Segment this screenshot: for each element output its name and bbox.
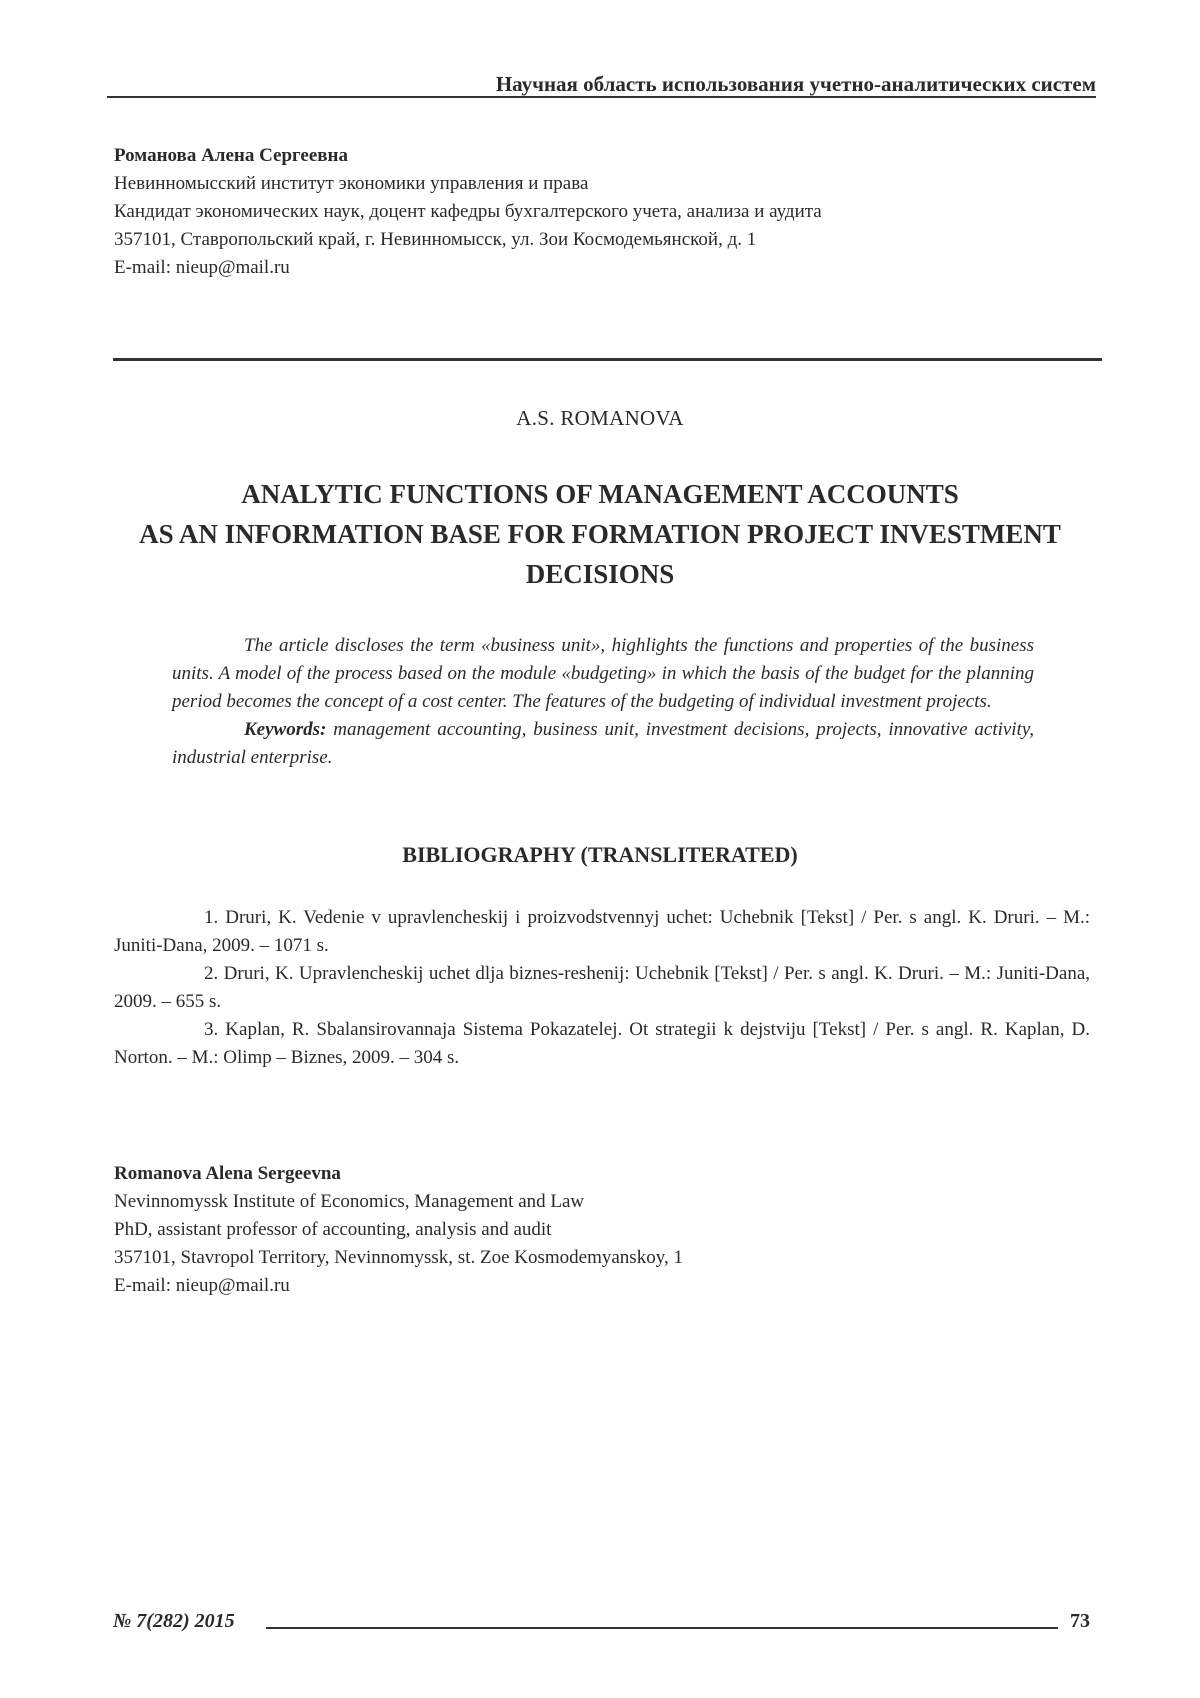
author-address-en: 357101, Stavropol Territory, Nevinnomyssk, st. Zoe Kosmodemyanskoy, 1: [114, 1247, 683, 1268]
author-position-en: PhD, assistant professor of accounting, analysis and audit: [114, 1219, 552, 1240]
author-address-ru: 357101, Ставропольский край, г. Невинномысск, ул. Зои Космодемьянской, д. 1: [114, 229, 757, 250]
page-number: 73: [1070, 1610, 1090, 1632]
article-byline: A.S. ROMANOVA: [516, 406, 684, 430]
author-email-ru: E-mail: nieup@mail.ru: [114, 257, 290, 278]
bibliography-heading: BIBLIOGRAPHY (TRANSLITERATED): [402, 842, 798, 867]
author-position-ru: Кандидат экономических наук, доцент кафедры бухгалтерского учета, анализа и аудита: [114, 201, 822, 222]
author-name-ru: Романова Алена Сергеевна: [114, 145, 348, 166]
bibliography-item: 2. Druri, K. Upravlencheskij uchet dlja biznes-reshenij: Uchebnik [Tekst] / Per. s angl. K. Druri. – M.: Juniti-Dana, 2009. – 655 s.: [114, 963, 1090, 1012]
bibliography-item: 3. Kaplan, R. Sbalansirovannaja Sistema Pokazatelej. Ot strategii k dejstviju [Tekst] / Per. s angl. R. Kaplan, D. Norton. – M.: Olimp – Biznes, 2009. – 304 s.: [114, 1019, 1090, 1068]
author-email-en: E-mail: nieup@mail.ru: [114, 1275, 290, 1296]
author-info-en: [114, 1160, 683, 1300]
author-institution-en: Nevinnomyssk Institute of Economics, Management and Law: [114, 1191, 585, 1212]
author-institution-ru: Невинномысский институт экономики управления и права: [114, 173, 589, 194]
footer-issue: № 7(282) 2015: [113, 1610, 235, 1632]
keywords-text: management accounting, business unit, investment decisions, projects, innovative activity, industrial enterprise.: [172, 719, 1035, 768]
section-rule: [113, 358, 1102, 361]
title-line: DECISIONS: [525, 559, 675, 589]
title-line: ANALYTIC FUNCTIONS OF MANAGEMENT ACCOUNTS: [241, 479, 959, 509]
author-name-en: Romanova Alena Sergeevna: [114, 1163, 341, 1184]
header-rule: [107, 96, 1096, 98]
keywords-label: Keywords:: [244, 719, 327, 740]
running-head: Научная область использования учетно-аналитических систем: [495, 72, 1096, 96]
bibliography-list: [114, 904, 1090, 1072]
abstract-text: The article discloses the term «business unit», highlights the functions and properties of the business units. A model of the process based on the module «budgeting» in which the basis of the budget for the planning period becomes the concept of a cost center. The features of the budgeting of individual investment projects.: [172, 635, 1034, 712]
title-line: AS AN INFORMATION BASE FOR FORMATION PROJECT INVESTMENT: [139, 519, 1061, 549]
footer-rule: [266, 1627, 1058, 1629]
article-title: [100, 474, 1100, 594]
abstract: [172, 632, 1034, 772]
author-info-ru: [114, 142, 822, 282]
keywords-paragraph: [172, 716, 1034, 772]
bibliography-item: 1. Druri, K. Vedenie v upravlencheskij i proizvodstvennyj uchet: Uchebnik [Tekst] / Per. s angl. K. Druri. – M.: Juniti-Dana, 2009. – 1071 s.: [114, 907, 1090, 956]
